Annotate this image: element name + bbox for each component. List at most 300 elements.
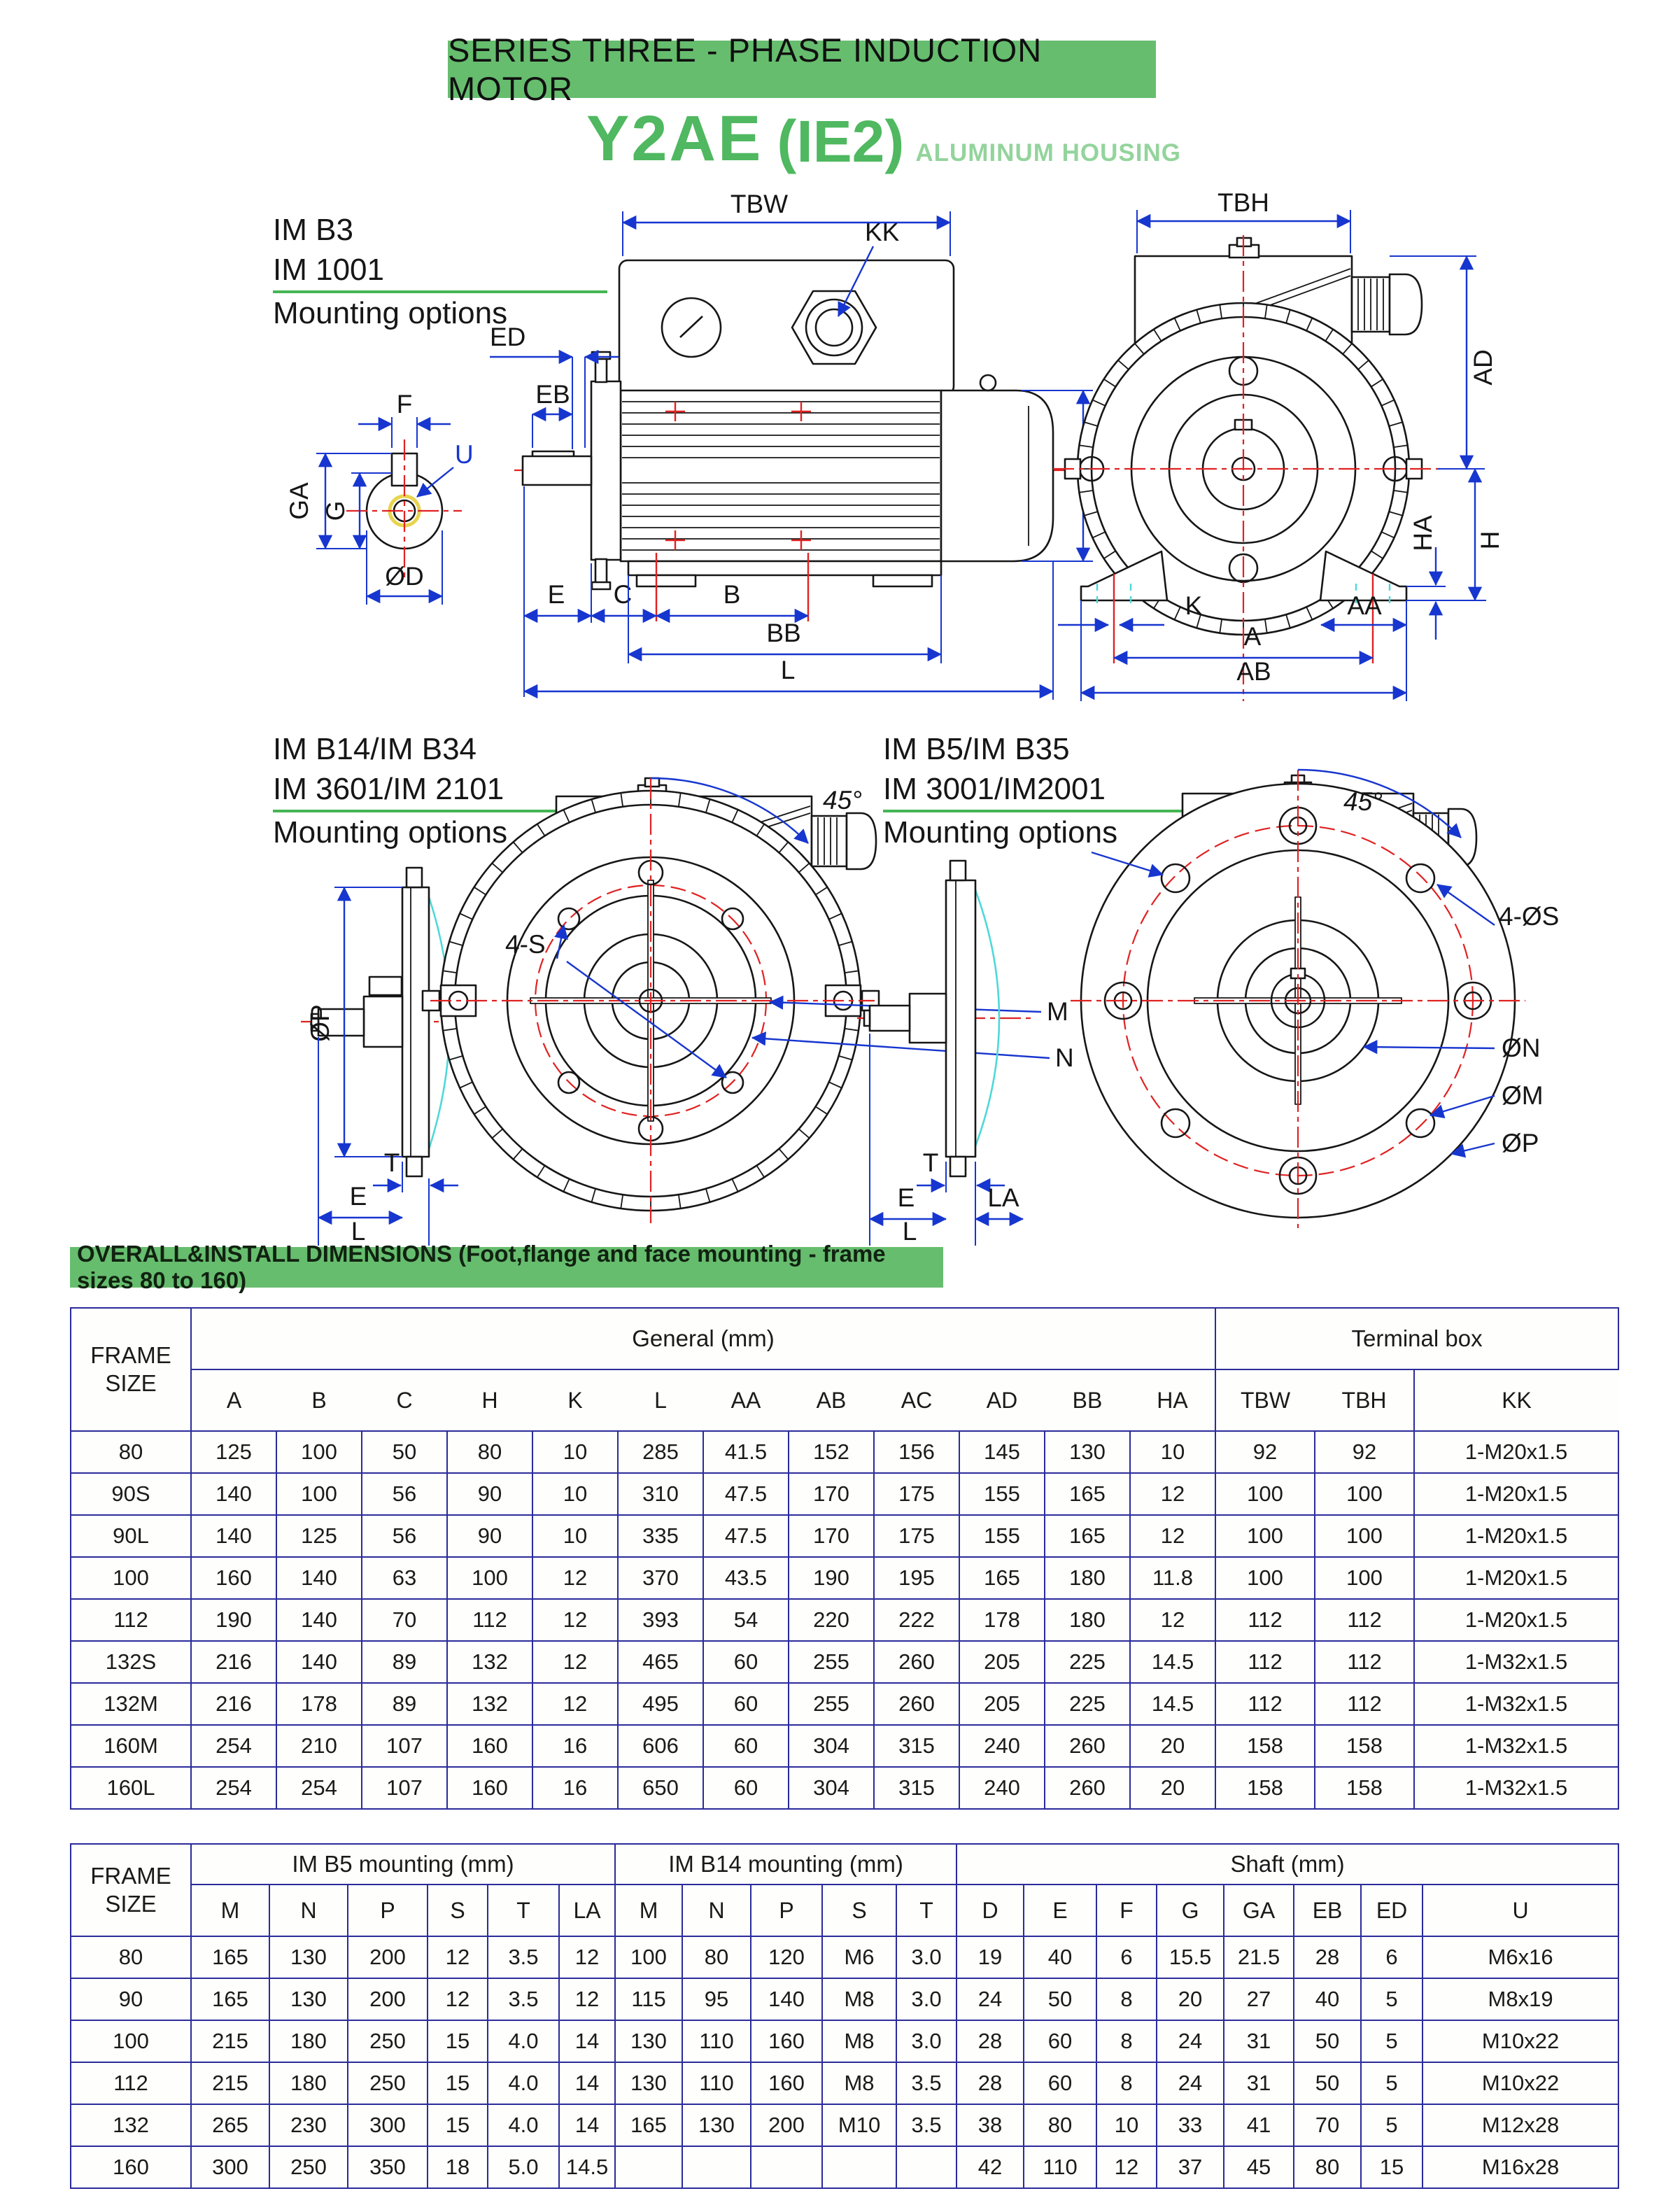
table-cell: 5 [1361,1978,1423,2020]
frame-size-cell: 80 [71,1431,191,1473]
table-cell: 158 [1215,1767,1315,1809]
model-subtitle [586,103,1181,174]
table-cell: 90 [447,1515,532,1557]
dim-label-kk: KK [865,218,900,246]
table-cell: 100 [1215,1557,1315,1599]
col-header: HA [1130,1369,1215,1431]
table-cell: 222 [874,1599,959,1641]
table-row [71,2062,1618,2104]
table-cell: 178 [276,1683,362,1725]
table-cell: 15 [428,2020,488,2062]
col-header: AB [789,1369,874,1431]
table-cell: 24 [1157,2020,1224,2062]
table-cell: 110 [1024,2146,1096,2188]
table-cell: 130 [1045,1431,1130,1473]
dim-label-b: B [723,580,741,609]
frame-size-header [71,1844,191,1936]
table-cell: 14.5 [559,2146,615,2188]
table-cell: 3.0 [896,1936,957,1978]
table-cell: 50 [1294,2062,1361,2104]
frame-size-cell: 132M [71,1683,191,1725]
col-header: T [488,1885,559,1936]
frame-size-cell: 80 [71,1936,191,1978]
table-row [71,1599,1618,1641]
table-cell: 8 [1096,1978,1157,2020]
table-cell: 38 [957,2104,1024,2146]
col-header: P [348,1885,428,1936]
table-cell: 285 [618,1431,703,1473]
table-cell: 225 [1045,1641,1130,1683]
table-cell: 27 [1224,1978,1294,2020]
table-cell: 60 [703,1725,789,1767]
table-row [71,2146,1618,2188]
table-cell: 225 [1045,1683,1130,1725]
table-cell: 14.5 [1130,1641,1215,1683]
table-cell: 310 [618,1473,703,1515]
col-header: F [1096,1885,1157,1936]
table-cell [896,2146,957,2188]
frame-size-cell: 132S [71,1641,191,1683]
frame-size-cell: 132 [71,2104,191,2146]
table-row [71,1515,1618,1557]
table-cell: 178 [959,1599,1045,1641]
dim-label-l: L [902,1217,917,1246]
table-cell: 47.5 [703,1473,789,1515]
table-row [71,1725,1618,1767]
dim-label-on: ØN [1502,1034,1541,1062]
table-cell: 112 [447,1599,532,1641]
table-cell: 156 [874,1431,959,1473]
table-cell: 130 [269,1936,348,1978]
table-cell: 4.0 [488,2062,559,2104]
table-cell: 495 [618,1683,703,1725]
table-cell: 28 [957,2020,1024,2062]
dim-label-bb: BB [766,619,801,647]
table-cell: 3.5 [896,2104,957,2146]
table-cell: 24 [1157,2062,1224,2104]
frame-size-cell: 100 [71,1557,191,1599]
table-cell: 12 [532,1557,618,1599]
table-cell: 41 [1224,2104,1294,2146]
table-row [71,1767,1618,1809]
table-cell: 130 [615,2020,682,2062]
table-cell: 1-M20x1.5 [1414,1431,1618,1473]
table-cell: 63 [362,1557,447,1599]
table-cell: 152 [789,1431,874,1473]
table-cell: 80 [447,1431,532,1473]
table-cell: 370 [618,1557,703,1599]
table-cell: 304 [789,1767,874,1809]
frame-size-cell: 100 [71,2020,191,2062]
table-cell: 42 [957,2146,1024,2188]
table-cell: 31 [1224,2062,1294,2104]
table-cell: 56 [362,1473,447,1515]
table-cell: 12 [559,1978,615,2020]
table-cell: 200 [348,1978,428,2020]
table-cell: 60 [703,1767,789,1809]
table-cell: 265 [191,2104,269,2146]
col-header: TBH [1315,1369,1414,1431]
housing-subtitle: ALUMINUM HOUSING [915,139,1181,167]
table-cell: 15.5 [1157,1936,1224,1978]
table-cell: 33 [1157,2104,1224,2146]
dim-label-op: ØP [306,1004,334,1042]
table-cell: 112 [1315,1599,1414,1641]
table-cell: 14 [559,2104,615,2146]
table-cell: 41.5 [703,1431,789,1473]
table-cell: 100 [447,1557,532,1599]
table-cell: 95 [682,1978,751,2020]
col-header: E [1024,1885,1096,1936]
table-cell: 60 [1024,2020,1096,2062]
dim-label-u: U [455,440,474,469]
col-header: M [615,1885,682,1936]
table-cell: 112 [1215,1683,1315,1725]
table-cell: 45 [1224,2146,1294,2188]
table-cell: 132 [447,1641,532,1683]
table-cell: 19 [957,1936,1024,1978]
frame-size-cell: 90S [71,1473,191,1515]
table-cell: 165 [191,1936,269,1978]
dim-label-n: N [1055,1043,1074,1072]
table-cell: 115 [615,1978,682,2020]
dimensions-section-banner [70,1241,943,1293]
dim-label-la: LA [987,1183,1019,1212]
table-cell: 260 [1045,1767,1130,1809]
table-cell: 125 [276,1515,362,1557]
table-cell: 80 [1024,2104,1096,2146]
table-row [71,1936,1618,1978]
table-cell: 5.0 [488,2146,559,2188]
frame-size-header [71,1308,191,1431]
table-cell: 140 [751,1978,822,2020]
table-cell: 180 [269,2062,348,2104]
general-dimensions-table [70,1307,1619,1810]
table-row [71,1641,1618,1683]
table-cell: 255 [789,1641,874,1683]
dim-label-c: C [613,580,633,609]
table-cell: 465 [618,1641,703,1683]
efficiency-class: (IE2) [777,108,905,174]
col-header: N [682,1885,751,1936]
table-cell: 56 [362,1515,447,1557]
table-cell: 100 [1215,1515,1315,1557]
dim-label-l: L [780,656,796,684]
table-cell: 160 [191,1557,276,1599]
table-cell: 12 [428,1978,488,2020]
dim-label-t: T [383,1148,400,1177]
table-cell: 12 [1130,1473,1215,1515]
table-cell: 15 [428,2104,488,2146]
table-cell: 1-M32x1.5 [1414,1683,1618,1725]
table-cell: 60 [703,1683,789,1725]
col-header: G [1157,1885,1224,1936]
dim-label-f: F [396,390,413,418]
table-cell: 40 [1024,1936,1096,1978]
table-cell: 80 [1294,2146,1361,2188]
frame-word: SIZE [105,1891,157,1917]
dim-label-eb: EB [535,380,570,409]
table-cell: 20 [1157,1978,1224,2020]
table-cell: 21.5 [1224,1936,1294,1978]
table-cell: 160 [751,2020,822,2062]
table-cell: 220 [789,1599,874,1641]
table-cell: M8x19 [1423,1978,1618,2020]
table-cell: 175 [874,1473,959,1515]
table-cell: 14 [559,2020,615,2062]
table-cell: 250 [348,2020,428,2062]
col-header: C [362,1369,447,1431]
im-line: Mounting options [273,296,508,330]
table-cell: M12x28 [1423,2104,1618,2146]
dim-label-m: M [1047,997,1068,1026]
frame-size-cell: 90 [71,1978,191,2020]
table-cell: 3.0 [896,1978,957,2020]
general-group-header: General (mm) [191,1308,1215,1369]
col-header: AD [959,1369,1045,1431]
table-cell: 100 [1315,1473,1414,1515]
dim-label-ad: AD [1469,349,1497,386]
dim-label-45deg: 45° [823,786,862,815]
frame-size-cell: 160M [71,1725,191,1767]
table-cell: 120 [751,1936,822,1978]
table-cell: 210 [276,1725,362,1767]
table-cell: 5 [1361,2062,1423,2104]
table-cell: 5 [1361,2104,1423,2146]
shaft-section-drawing [285,390,474,605]
frame-size-cell: 160L [71,1767,191,1809]
col-header: L [618,1369,703,1431]
table-cell: 130 [682,2104,751,2146]
table-cell: 12 [532,1599,618,1641]
table-row [71,2104,1618,2146]
table-cell: 110 [682,2020,751,2062]
im-line: IM B3 [273,213,353,247]
table-cell: 3.5 [488,1936,559,1978]
table-cell: 3.5 [488,1978,559,2020]
table-cell: 10 [532,1515,618,1557]
table-cell: 158 [1315,1725,1414,1767]
table-cell: 140 [276,1641,362,1683]
table-cell: 100 [1215,1473,1315,1515]
frame-word: FRAME [90,1342,171,1368]
table-cell: 92 [1315,1431,1414,1473]
im-line: Mounting options [883,815,1118,850]
table-cell: 1-M20x1.5 [1414,1473,1618,1515]
table-cell: 50 [362,1431,447,1473]
dim-label-e: E [349,1182,367,1211]
table-cell: 47.5 [703,1515,789,1557]
table-cell: 160 [447,1725,532,1767]
table-cell: M16x28 [1423,2146,1618,2188]
table-cell: 92 [1215,1431,1315,1473]
table-cell: 170 [789,1473,874,1515]
table-cell: 20 [1130,1725,1215,1767]
table-cell: 16 [532,1767,618,1809]
table-cell: 155 [959,1515,1045,1557]
table-cell: 12 [1096,2146,1157,2188]
table-cell: M10 [822,2104,896,2146]
table-cell: 50 [1294,2020,1361,2062]
frame-size-cell: 112 [71,2062,191,2104]
table-cell: 158 [1215,1725,1315,1767]
table-cell: 12 [1130,1515,1215,1557]
table-cell: 4.0 [488,2020,559,2062]
table-cell: 170 [789,1515,874,1557]
col-header: EB [1294,1885,1361,1936]
table-cell: 1-M20x1.5 [1414,1599,1618,1641]
table-cell: 254 [191,1767,276,1809]
table-cell: 100 [1315,1557,1414,1599]
table-cell: M8 [822,2062,896,2104]
col-header: D [957,1885,1024,1936]
dim-label-od: ØD [385,562,424,591]
table-cell: 130 [615,2062,682,2104]
frame-word: FRAME [90,1863,171,1889]
table-cell: 20 [1130,1767,1215,1809]
table-cell: 70 [362,1599,447,1641]
table-cell: 1-M20x1.5 [1414,1515,1618,1557]
table-cell: 100 [276,1431,362,1473]
table-cell: 10 [1130,1431,1215,1473]
table-cell: 606 [618,1725,703,1767]
table-cell: 50 [1024,1978,1096,2020]
table-cell: 80 [682,1936,751,1978]
table-cell: 158 [1315,1767,1414,1809]
b3-side-view [490,190,1114,700]
table-cell: 300 [348,2104,428,2146]
table-cell: M8 [822,1978,896,2020]
frame-word: SIZE [105,1370,157,1396]
table-cell: 70 [1294,2104,1361,2146]
table-cell: 100 [276,1473,362,1515]
table-cell: 140 [276,1557,362,1599]
dim-label-ha: HA [1409,515,1437,551]
table-cell: 216 [191,1641,276,1683]
table-cell: M10x22 [1423,2062,1618,2104]
dim-label-tbw: TBW [730,190,789,218]
table-cell: 12 [532,1683,618,1725]
col-header: GA [1224,1885,1294,1936]
table-cell: 4.0 [488,2104,559,2146]
dim-label-e: E [547,580,565,609]
table-cell: 254 [276,1767,362,1809]
table-cell: 132 [447,1683,532,1725]
col-header: U [1423,1885,1618,1936]
table-cell: 112 [1215,1641,1315,1683]
col-header: TBW [1215,1369,1315,1431]
table-cell: 165 [615,2104,682,2146]
table-row [71,1473,1618,1515]
table-row [71,1557,1618,1599]
table-cell: 250 [269,2146,348,2188]
col-header: A [191,1369,276,1431]
table-cell: 393 [618,1599,703,1641]
dim-label-l: L [351,1217,366,1246]
terminal-box-group-header: Terminal box [1215,1308,1618,1369]
table-cell: 110 [682,2062,751,2104]
table-cell: 195 [874,1557,959,1599]
dim-label-g: G [321,500,350,521]
shaft-group-header: Shaft (mm) [957,1844,1618,1885]
table-cell: 180 [1045,1599,1130,1641]
dim-label-t: T [922,1148,939,1177]
table-cell: 1-M32x1.5 [1414,1725,1618,1767]
table-cell: 140 [191,1515,276,1557]
table-cell: 6 [1096,1936,1157,1978]
col-header: AA [703,1369,789,1431]
col-header: M [191,1885,269,1936]
frame-size-cell: 160 [71,2146,191,2188]
table-cell: 145 [959,1431,1045,1473]
col-header: S [822,1885,896,1936]
col-header: S [428,1885,488,1936]
table-cell: 130 [269,1978,348,2020]
dim-label-op: ØP [1502,1129,1539,1157]
dim-label-tbh: TBH [1217,188,1269,217]
table-cell: 12 [559,1936,615,1978]
col-header: H [447,1369,532,1431]
table-cell: 10 [532,1431,618,1473]
table-cell: 14 [559,2062,615,2104]
table-cell: 1-M20x1.5 [1414,1557,1618,1599]
dim-label-4os: 4-ØS [1499,902,1560,931]
table-cell: 315 [874,1767,959,1809]
table-cell: 10 [1096,2104,1157,2146]
table-cell: 140 [191,1473,276,1515]
col-header: LA [559,1885,615,1936]
dim-label-k: K [1185,591,1203,620]
dim-label-aa: AA [1347,591,1382,620]
table-cell: 100 [1315,1515,1414,1557]
table-cell: M10x22 [1423,2020,1618,2062]
frame-size-cell: 90L [71,1515,191,1557]
im-line: IM B5/IM B35 [883,732,1070,766]
mounting-shaft-table [70,1843,1619,2189]
table-cell: 1-M32x1.5 [1414,1641,1618,1683]
col-header: KK [1414,1369,1618,1431]
table-cell: 12 [428,1936,488,1978]
im-line: IM 3601/IM 2101 [273,769,708,812]
table-cell: 175 [874,1515,959,1557]
col-header: K [532,1369,618,1431]
table-cell: 160 [447,1767,532,1809]
table-cell: 165 [959,1557,1045,1599]
table-cell: 255 [789,1683,874,1725]
table-cell: 260 [874,1683,959,1725]
table-cell: 125 [191,1431,276,1473]
col-header: P [751,1885,822,1936]
table-cell: 335 [618,1515,703,1557]
table-cell: 315 [874,1725,959,1767]
table-cell: 31 [1224,2020,1294,2062]
table-cell: 205 [959,1641,1045,1683]
table-cell: 24 [957,1978,1024,2020]
table-cell: 112 [1315,1683,1414,1725]
table-cell: 215 [191,2062,269,2104]
col-header: T [896,1885,957,1936]
table-row [71,1683,1618,1725]
table-row [71,2020,1618,2062]
table-cell: 107 [362,1725,447,1767]
table-cell: 112 [1215,1599,1315,1641]
col-header: AC [874,1369,959,1431]
table-cell: 140 [276,1599,362,1641]
table-cell: 28 [1294,1936,1361,1978]
b3-front-view [1053,188,1504,701]
table-cell: 60 [703,1641,789,1683]
table-cell: 165 [191,1978,269,2020]
